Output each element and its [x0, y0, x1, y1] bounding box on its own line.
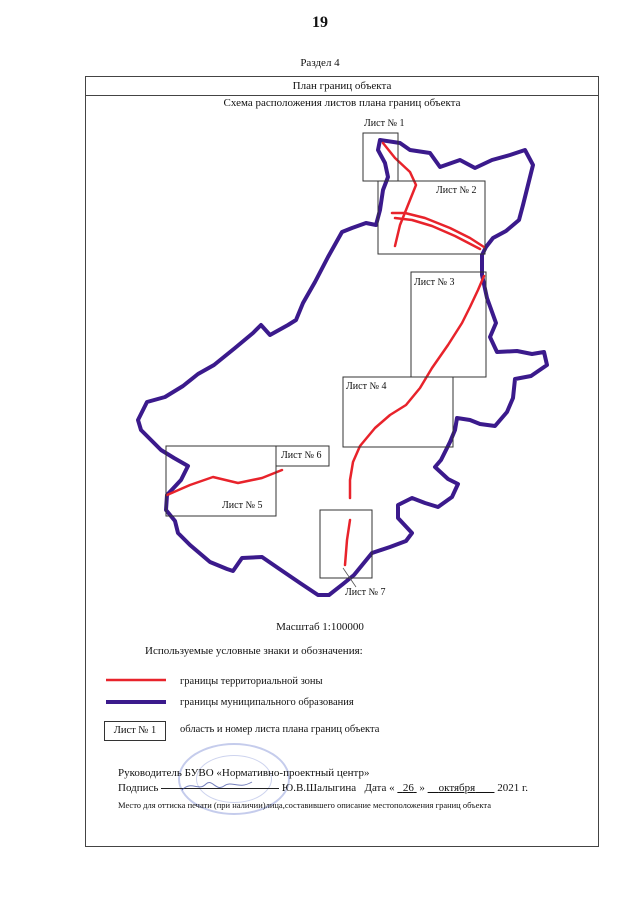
signatory-role: Руководитель БУВО «Нормативно-проектный центр»	[118, 767, 370, 779]
handwritten-signature	[178, 776, 258, 796]
legend-sheet-box: Лист № 1	[104, 721, 166, 741]
date-day: 26	[402, 782, 414, 794]
sheet-frames	[166, 133, 486, 578]
scheme-subtitle: Схема расположения листов плана границ объекта	[223, 97, 461, 109]
legend-item-zone: границы территориальной зоны	[180, 676, 323, 687]
stamp-note: Место для оттиска печати (при наличии)лица,составившего описание местоположения границ объекта	[118, 800, 491, 810]
section-title: Раздел 4	[300, 57, 340, 69]
signature-label: Подпись	[118, 782, 159, 794]
legend-item-sheet: область и номер листа плана границ объекта	[180, 724, 380, 735]
zone-boundaries	[167, 143, 484, 565]
sheet-label-5: Лист № 5	[222, 500, 263, 511]
sheet-label-4: Лист № 4	[346, 381, 387, 392]
date-day-close: »	[419, 782, 425, 794]
sheet-label-7: Лист № 7	[345, 587, 386, 598]
sheet-label-1: Лист № 1	[364, 118, 405, 129]
legend-item-municipal: границы муниципального образования	[180, 697, 354, 708]
signatory-name: Ю.В.Шалыгина	[281, 782, 357, 794]
map-scale: Масштаб 1:100000	[276, 621, 364, 633]
page-number: 19	[312, 14, 328, 31]
legend-swatches	[104, 670, 168, 710]
date-year: 2021 г.	[497, 782, 528, 794]
plan-header: План границ объекта	[86, 77, 598, 96]
date-month: октября	[438, 782, 476, 794]
date-label: Дата «	[364, 782, 395, 794]
legend-title: Используемые условные знаки и обозначения:	[145, 645, 363, 657]
sheet-label-6: Лист № 6	[281, 450, 322, 461]
sheet-label-3: Лист № 3	[414, 277, 455, 288]
sheet-label-2: Лист № 2	[436, 185, 477, 196]
